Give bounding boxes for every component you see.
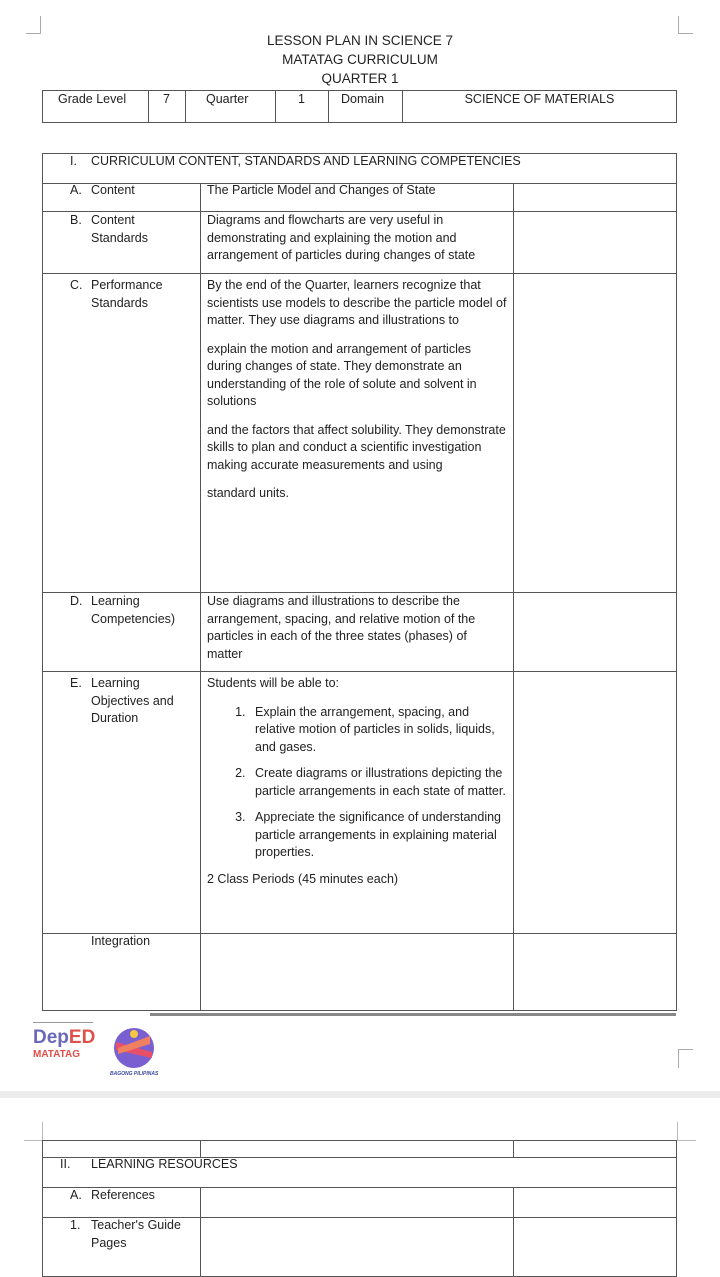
- row-letter: D.: [70, 594, 83, 608]
- row-label: Content: [91, 183, 135, 197]
- objectives-intro: Students will be able to:: [207, 676, 340, 690]
- footer-rule: [150, 1013, 676, 1016]
- row-letter: C.: [70, 278, 83, 292]
- row-label: Teacher's Guide Pages: [91, 1218, 181, 1250]
- doc-title: LESSON PLAN IN SCIENCE 7: [266, 33, 454, 48]
- duration: 2 Class Periods (45 minutes each): [207, 871, 399, 886]
- grade-level-label: Grade Level: [58, 92, 127, 106]
- quarter-label: Quarter: [206, 92, 249, 106]
- row-letter: A.: [70, 183, 82, 197]
- grade-level-value: 7: [163, 92, 170, 106]
- domain-label: Domain: [341, 92, 385, 106]
- section-number: II.: [60, 1157, 71, 1171]
- row-label: References: [91, 1188, 155, 1202]
- page-corner-mark: [678, 1049, 693, 1068]
- row-text: Use diagrams and illustrations to describe the arrangement, spacing, and relative motion of the particles in each of the three states (phases) of matter: [207, 594, 476, 661]
- paragraph: explain the motion and arrangement of particles during changes of state. They demonstrate an understanding of the role of solute and solvent in solutions: [207, 341, 477, 408]
- row-letter: A.: [70, 1188, 82, 1202]
- deped-matatag-logo: DepED MATATAG: [33, 1022, 93, 1070]
- section-title: CURRICULUM CONTENT, STANDARDS AND LEARNING COMPETENCIES: [91, 154, 521, 168]
- paragraph: standard units.: [207, 486, 289, 500]
- objectives-list: [207, 704, 509, 862]
- page-margin-line: [42, 1122, 43, 1140]
- quarter-value: 1: [298, 92, 305, 106]
- bagong-pilipinas-logo: BAGONG PILIPINAS: [110, 1024, 158, 1077]
- objective-item: 3. Appreciate the significance of understanding particle arrangements in explaining material properties.: [249, 809, 509, 862]
- section-title: LEARNING RESOURCES: [91, 1157, 238, 1171]
- paragraph: By the end of the Quarter, learners recognize that scientists use models to describe the particle model of matter. They use diagrams and illustrations to: [207, 278, 507, 327]
- row-label: Learning Competencies): [91, 594, 176, 626]
- row-label: Learning Objectives and Duration: [91, 676, 174, 725]
- row-letter: 1.: [70, 1218, 81, 1232]
- row-text: The Particle Model and Changes of State: [207, 183, 436, 197]
- row-label: Performance Standards: [91, 278, 163, 310]
- doc-subtitle: MATATAG CURRICULUM: [282, 52, 438, 67]
- domain-value: SCIENCE OF MATERIALS: [464, 92, 615, 106]
- objective-item: 2. Create diagrams or illustrations depicting the particle arrangements in each state of matter.: [249, 765, 509, 800]
- page-break: [0, 1091, 720, 1098]
- objective-item: 1. Explain the arrangement, spacing, and relative motion of particles in solids, liquids, and gases.: [249, 704, 509, 757]
- paragraph: and the factors that affect solubility. They demonstrate skills to plan and conduct a scientific investigation making accurate measurements and using: [207, 422, 506, 472]
- row-letter: B.: [70, 213, 82, 227]
- section-number: I.: [70, 154, 77, 168]
- doc-quarter: QUARTER 1: [321, 71, 399, 86]
- page-margin-line: [677, 1122, 678, 1140]
- row-letter: E.: [70, 676, 82, 690]
- row-integration-label: Integration: [91, 934, 151, 948]
- row-text: Diagrams and flowcharts are very useful in demonstrating and explaining the motion and arrangement of particles during changes of state: [207, 213, 476, 262]
- row-label: Content Standards: [91, 213, 148, 245]
